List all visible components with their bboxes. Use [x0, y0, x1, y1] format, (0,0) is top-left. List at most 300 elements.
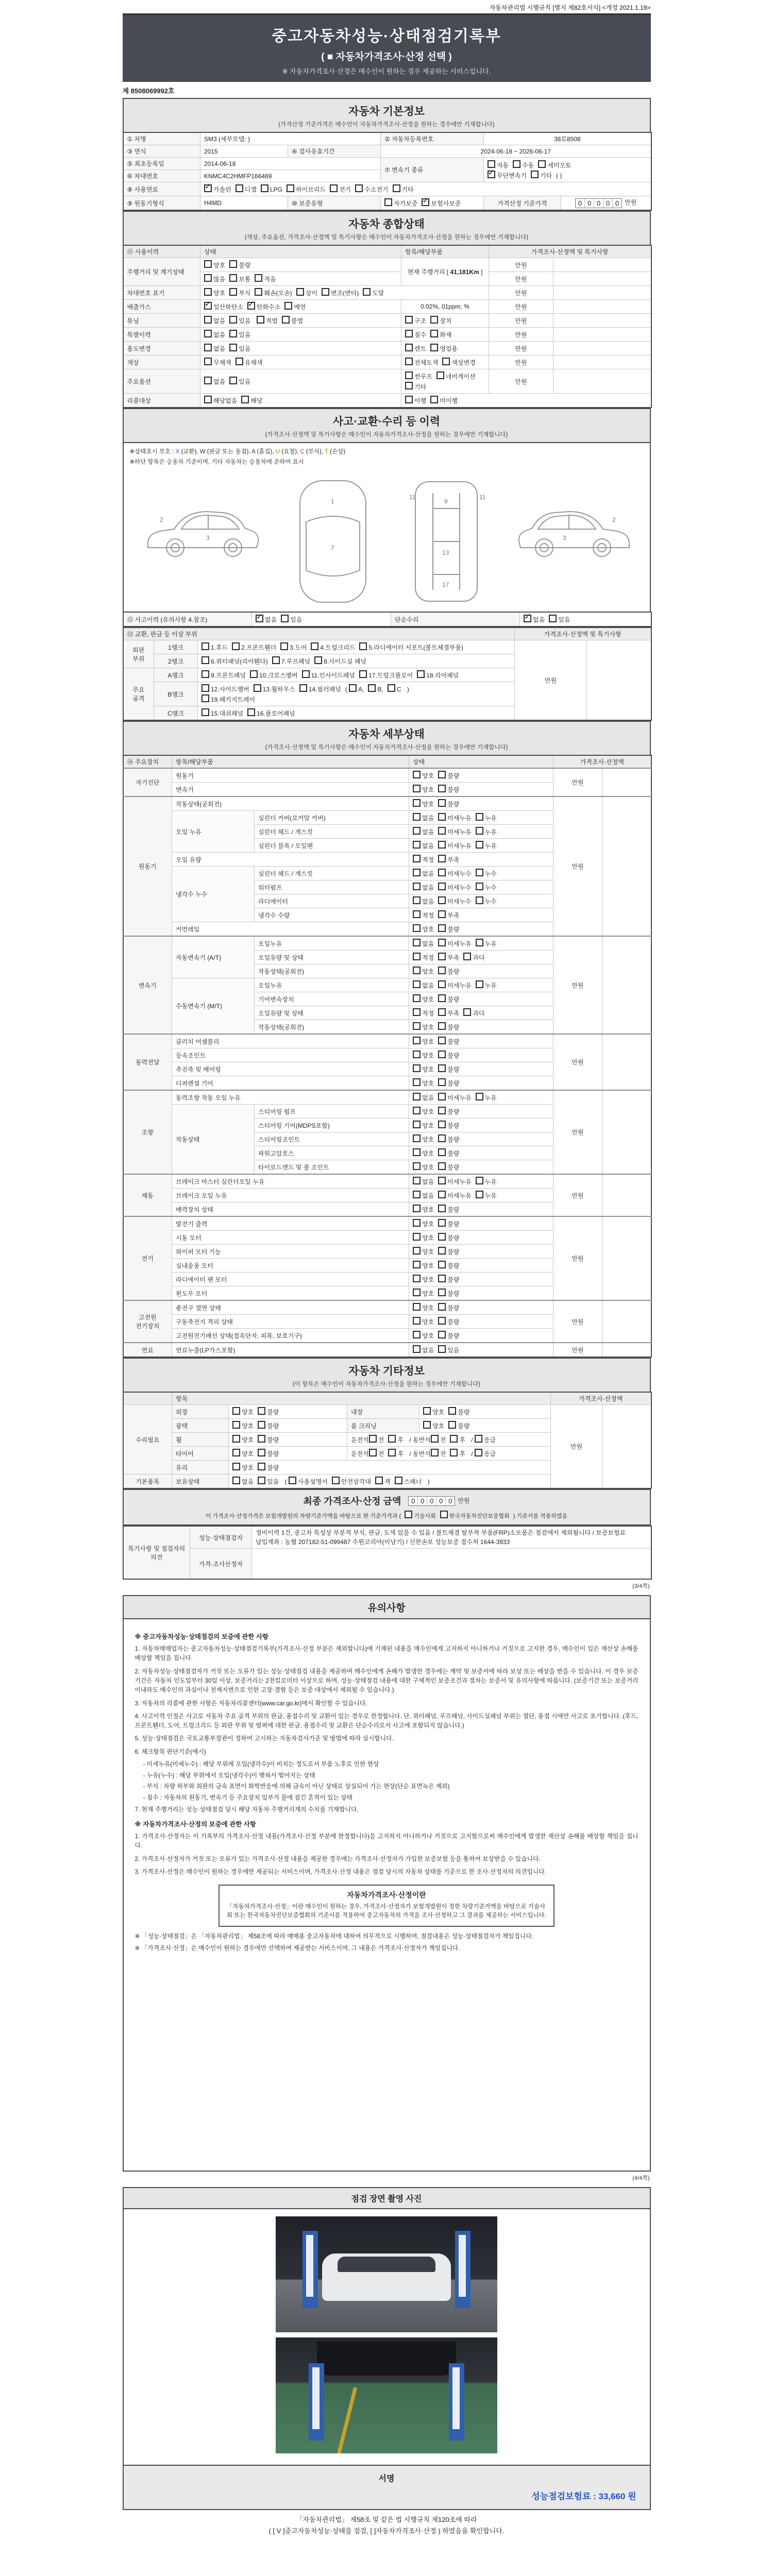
checkbox-icon [413, 994, 421, 1002]
checkbox-label: 19.패키지트레이 [211, 696, 256, 704]
footer-confirmation [123, 2510, 651, 2543]
checkbox-icon [413, 813, 421, 821]
checkbox-icon [448, 1421, 456, 1429]
cell: ⑧ 사용연료 [123, 182, 200, 196]
cell: 유리 [172, 1461, 229, 1475]
text: ( ) [556, 172, 562, 179]
checkbox-unchecked [476, 869, 497, 878]
checkbox-unchecked [204, 377, 225, 386]
checkbox-icon [201, 708, 209, 716]
checkbox-label: 구조 [414, 317, 427, 325]
checkbox-label: 불법 [291, 317, 304, 325]
checkbox-icon [254, 684, 261, 692]
cell: 제동 [123, 1174, 172, 1216]
text: (요철), [280, 449, 300, 455]
checkbox-label: 부족 [447, 856, 460, 864]
table-row [123, 1300, 651, 1315]
checkbox-unchecked [413, 1303, 434, 1312]
checkbox-unchecked [438, 855, 459, 864]
cell: 스티어링 기어(MDPS포함) [255, 1118, 409, 1132]
checkbox-label: 양호 [422, 1150, 434, 1158]
checkbox-label: 부족 [447, 954, 460, 962]
cell [198, 668, 515, 682]
checkbox-unchecked [204, 316, 225, 325]
checkbox-unchecked [388, 1435, 404, 1444]
checkbox-icon [405, 330, 413, 337]
checkbox-icon [413, 841, 421, 849]
checkbox-unchecked [405, 1511, 436, 1520]
table-row [123, 1216, 651, 1231]
checkbox-label: 양호 [422, 1318, 434, 1326]
cell: 타이로드엔드 및 볼 조인트 [255, 1160, 409, 1175]
cell [401, 342, 489, 355]
notice-paragraph: - 미세누유(미세누수) : 해당 부위에 오일(냉각수)이 비치는 정도로서 부품 노후로 인한 현상 [143, 1760, 379, 1768]
cell: 주행거리 및 계기상태 [123, 258, 200, 286]
checkbox-unchecked [302, 670, 355, 680]
cell [409, 1202, 553, 1217]
cell: 항목/해당부품 [172, 755, 409, 768]
text: / [469, 1450, 475, 1458]
checkbox-icon [476, 1093, 483, 1100]
cell [602, 1343, 651, 1357]
cell [409, 922, 553, 937]
final-price-band [123, 1489, 651, 1526]
cell: 만원 [553, 1343, 602, 1357]
cell: 만원 [489, 355, 553, 369]
checkbox-icon [413, 1317, 421, 1325]
checkbox-icon [311, 642, 318, 650]
cell: SM3 (세부모델: ) [200, 132, 381, 145]
checkbox-label: 양호 [422, 1052, 434, 1060]
checkbox-icon [438, 953, 446, 960]
checkbox-icon [413, 1303, 421, 1311]
table-row [123, 796, 651, 811]
checkbox-icon [405, 344, 413, 351]
cell: 추진축 및 베어링 [172, 1062, 409, 1076]
cell [409, 1076, 553, 1091]
table-row [123, 245, 651, 258]
checkbox-unchecked [436, 371, 476, 381]
checkbox-icon [413, 1037, 421, 1044]
checkbox-unchecked [405, 344, 426, 353]
checkbox-icon [413, 1162, 421, 1170]
cell [409, 1034, 553, 1048]
svg-text:11: 11 [409, 494, 415, 501]
checkbox-icon [413, 1177, 421, 1184]
checkbox-unchecked [255, 288, 292, 297]
table-row [123, 272, 651, 286]
page-marker: (4/4쪽) [632, 2175, 650, 2182]
checkbox-label: 누수 [484, 884, 497, 892]
checkbox-label: 누유 [484, 815, 497, 822]
amount-digit: 0 [427, 1497, 436, 1505]
checkbox-icon [549, 615, 557, 622]
checkbox-icon [280, 642, 288, 650]
checkbox-unchecked [450, 1449, 465, 1458]
cell [229, 1419, 347, 1433]
checkbox-label: 없음 [422, 1178, 434, 1186]
checkbox-label: 부족 [447, 1010, 460, 1018]
cell [553, 314, 651, 328]
text: X [175, 449, 180, 455]
cell [381, 196, 484, 211]
checkbox-icon [413, 980, 421, 988]
checkbox-label: 있음 [239, 317, 251, 325]
cell [409, 1273, 553, 1286]
checkbox-label: 양호 [422, 801, 434, 808]
cell: 가격·조사산정자 [190, 1549, 252, 1580]
checkbox-label: 불량 [447, 1276, 460, 1284]
cell: 오일 누유 [172, 811, 255, 853]
cell: KNMC4C2HMFP166469 [200, 170, 381, 182]
checkbox-icon [448, 1407, 456, 1415]
checkbox-icon [438, 980, 446, 988]
text: / [469, 1436, 475, 1444]
cell: 휠 [172, 1433, 229, 1447]
checkbox-icon [476, 896, 483, 904]
accident-status-table-host [123, 612, 651, 627]
cell: 만원 [489, 328, 553, 342]
notice-paragraph: ※ 중고자동차성능·상태점검의 보증에 관한 사항 [135, 1633, 269, 1641]
checkbox-icon [299, 684, 307, 692]
checkbox-unchecked [413, 883, 434, 892]
checkbox-unchecked [413, 1162, 434, 1172]
diagram-note: ※하단 항목은 승용차 기준이며, 기타 자동차는 승용차에 준하여 표시 [129, 459, 304, 465]
checkbox-icon [438, 1008, 446, 1016]
checkbox-unchecked [413, 827, 434, 836]
checkbox-icon [296, 288, 304, 296]
checkbox-label: 과다 [473, 1010, 485, 1018]
cell: A랭크 [154, 668, 198, 682]
checkbox-icon [431, 1435, 439, 1443]
checkbox-icon [204, 184, 212, 192]
notice-paragraph: 2. 가격조사·산정자가 거짓 또는 오류가 있는 가격조사·산정 내용을 제공한 경우에는 가격조사·산정자가 가입한 보증보험 등을 통하여 보상받을 수 있습니다. [135, 1855, 541, 1862]
checkbox-label: 불량 [458, 1409, 470, 1416]
checkbox-icon [438, 896, 446, 904]
cell: 원동기 [172, 768, 409, 783]
checkbox-icon [438, 924, 446, 932]
cell: 실내송풍 모터 [172, 1259, 409, 1273]
checkbox-label: 불량 [447, 1221, 460, 1228]
lift-post-icon [303, 2231, 318, 2308]
cell: 만원 [553, 768, 602, 796]
table-row [123, 1343, 651, 1357]
table-row [123, 1392, 651, 1405]
checkbox-icon [413, 1107, 421, 1114]
signature-label: 서명 [378, 2475, 395, 2484]
checkbox-unchecked [413, 1261, 434, 1270]
table-row [123, 394, 651, 408]
cell: 워터펌프 [255, 880, 409, 894]
cell [553, 272, 651, 286]
lift-post-icon [449, 2363, 464, 2441]
checkbox-label: C [396, 686, 401, 693]
cell [602, 1090, 651, 1174]
notice-paragraph: 6. 체크항목 판단기준(예시) [135, 1748, 206, 1755]
checkbox-unchecked [311, 642, 355, 652]
text: ] [479, 268, 483, 276]
checkbox-label: 영업용 [440, 345, 458, 352]
checkbox-unchecked [413, 869, 434, 878]
checkbox-unchecked [430, 330, 451, 339]
checkbox-label: 수동 [522, 161, 534, 169]
checkbox-unchecked [476, 813, 497, 822]
checkbox-label: 9.프론트패널 [211, 672, 246, 680]
checkbox-unchecked [413, 1022, 434, 1031]
cell: 와이퍼 모터 기능 [172, 1245, 409, 1259]
info-box-body: 「자동차가격조사·산정」이란 매수인이 원하는 경우, 가격조사·산정자가 보험개발원이 정한 차량기준가액을 바탕으로 기술사회 또는 한국자동차진단보증협회의 기준서를 적용하여 중고자동차의 가격을 조사·산정하고 그 결과를 제공하는 서비스입니다. [227, 1904, 546, 1919]
checkbox-label: 있음 [239, 378, 251, 385]
table-row [123, 755, 651, 768]
table-row [123, 628, 651, 640]
checkbox-icon [281, 615, 289, 622]
checkbox-label: 누유 [484, 982, 497, 990]
checkbox-label: 없음 [422, 1094, 434, 1102]
checkbox-label: 적음 [264, 276, 276, 283]
cell [409, 867, 553, 880]
svg-text:2: 2 [612, 516, 616, 524]
checkbox-icon [363, 288, 371, 296]
text: (손상) [328, 449, 346, 455]
checkbox-icon [438, 883, 446, 890]
checkbox-icon [438, 1064, 446, 1072]
cell: 고전원 전기장치 [123, 1300, 172, 1343]
checkbox-unchecked [438, 1064, 459, 1074]
checkbox-label: 가솔린 [213, 186, 231, 193]
checkbox-unchecked [438, 799, 459, 808]
cell [409, 783, 553, 797]
checkbox-label: 적정 [422, 1010, 434, 1018]
cell: 항목/해당부품 [401, 245, 489, 258]
checkbox-label: 후 [459, 1450, 465, 1458]
cell [229, 1447, 347, 1461]
checkbox-unchecked [438, 1331, 459, 1340]
checkbox-label: 양호 [422, 1122, 434, 1130]
cell: 2랭크 [154, 654, 198, 668]
cell [602, 1405, 651, 1489]
cell: 가격조사·산정액 [553, 755, 651, 768]
checkbox-icon [332, 1477, 340, 1484]
cell: 색상 [123, 355, 200, 369]
cell: 만원 [551, 1405, 602, 1489]
checkbox-unchecked [413, 1275, 434, 1284]
checkbox-label: 불량 [447, 1122, 460, 1130]
cell: 자동변속기 (A/T) [172, 936, 255, 978]
checkbox-icon [413, 1331, 421, 1338]
checkbox-icon [438, 855, 446, 862]
cell: 2014-06-18 [200, 158, 381, 170]
checkbox-icon [413, 855, 421, 862]
cell: 변속기 [123, 936, 172, 1034]
cell: 변속기 [172, 783, 409, 797]
checkbox-label: 부족 [447, 912, 460, 920]
checkbox-label: 양호 [422, 1038, 434, 1046]
checkbox-unchecked [384, 198, 417, 208]
checkbox-unchecked [413, 855, 434, 864]
checkbox-icon [438, 1303, 446, 1311]
checkbox-unchecked [201, 656, 268, 666]
checkbox-label: 탄화수소 [256, 303, 281, 311]
checkbox-label: 미세누유 [447, 828, 472, 836]
checkbox-icon [229, 260, 237, 268]
checkbox-icon [413, 1233, 421, 1241]
checkbox-unchecked [476, 980, 497, 990]
cell [419, 1419, 551, 1433]
checkbox-label: 양호 [422, 1221, 434, 1228]
checkbox-unchecked [413, 1148, 434, 1158]
checkbox-unchecked [314, 656, 366, 666]
cell: 충전구 절연 상태 [172, 1300, 409, 1315]
checkbox-icon [368, 684, 376, 692]
checkbox-unchecked [438, 1303, 459, 1312]
checkbox-icon [201, 670, 209, 678]
section-accident-history [123, 408, 651, 442]
cell [553, 300, 651, 314]
svg-text:9: 9 [444, 498, 448, 505]
checkbox-icon [204, 344, 212, 351]
checkbox-label: 일산화탄소 [213, 303, 243, 311]
checkbox-checked [204, 184, 231, 194]
notice-paragraph: 1. 자동차매매업자는 중고자동차성능·상태점검기록부(가격조사·산정 부분은 제외합니다)에 기재된 내용을 매수인에게 고지하지 아니하거나 거짓으로 고지한 경우, 매수인이 입은 재산상 손해를 배상할 책임을 집니다. [135, 1645, 638, 1662]
text: (부식), [304, 449, 325, 455]
cell: 냉각수 누수 [172, 867, 255, 922]
checkbox-label: 불량 [447, 1332, 460, 1340]
signature-band [123, 2466, 651, 2510]
text: / 동반석 [407, 1450, 431, 1458]
cell [198, 706, 515, 721]
checkbox-icon [413, 953, 421, 960]
table-row [123, 1526, 651, 1549]
checkbox-icon [282, 316, 290, 324]
checkbox-icon [438, 799, 446, 807]
checkbox-label: 불량 [447, 1052, 460, 1060]
checkbox-unchecked [438, 1289, 459, 1298]
cell: 파워고압호스 [255, 1146, 409, 1160]
cell [229, 1405, 347, 1419]
cell: H4MD [200, 196, 288, 211]
section-subtitle: (가격조사·산정액 및 특기사항은 매수인이 자동차가격조사·산정을 원하는 경우에만 기재합니다) [265, 744, 508, 751]
text: 운전석 [351, 1436, 369, 1444]
checkbox-label: 미세누수 [447, 870, 472, 878]
checkbox-icon [413, 1275, 421, 1282]
cell: 가격산정 기준가격 [484, 196, 561, 211]
checkbox-unchecked [363, 288, 384, 297]
cell: ⑤ 최초등록일 [123, 158, 200, 170]
checkbox-label: 없음 [213, 345, 226, 352]
checkbox-unchecked [413, 1134, 434, 1144]
amount-digit: 0 [576, 199, 585, 208]
checkbox-icon [463, 953, 471, 960]
text: U [275, 449, 280, 455]
checkbox-unchecked [413, 1289, 434, 1298]
checkbox-unchecked [413, 1177, 434, 1186]
cell: 커먼레일 [172, 922, 409, 937]
table-row [123, 369, 651, 394]
checkbox-unchecked [272, 656, 310, 666]
checkbox-label: 7.루프패널 [281, 658, 311, 666]
checkbox-label: 없음 [265, 616, 277, 624]
inspector-opinion-table [123, 1526, 652, 1580]
cell: 단순수리 [391, 612, 520, 626]
checkbox-label: 없음 [213, 317, 226, 325]
checkbox-icon [322, 288, 329, 296]
footer-line-2: ( [ V ]중고자동차성능·상태를 점검, [ ]자동차가격조사·산정 ) 하였음을 확인합니다. [268, 2527, 505, 2535]
cell [409, 1259, 553, 1273]
checkbox-label: 양호 [422, 996, 434, 1004]
checkbox-label: 없음 [422, 842, 434, 850]
checkbox-unchecked [438, 1107, 459, 1116]
checkbox-unchecked [438, 1233, 459, 1242]
checkbox-label: 불량 [447, 1248, 460, 1256]
cell: 전기 [123, 1216, 172, 1300]
checkbox-label: 자동 [497, 161, 509, 169]
checkbox-unchecked [463, 953, 484, 962]
cell: 실린더 헤드 / 개스킷 [255, 867, 409, 880]
checkbox-icon [463, 1008, 471, 1016]
checkbox-unchecked [438, 883, 471, 892]
notice-paragraph: 3. 자동차의 리콜에 관한 사항은 자동차리콜센터(www.car.go.kr)에서 확인할 수 있습니다. [135, 1699, 367, 1707]
checkbox-label: 전 [440, 1436, 446, 1444]
checkbox-unchecked [204, 330, 225, 339]
cell: C랭크 [154, 706, 198, 721]
checkbox-icon [229, 330, 237, 337]
cell: 상태 [200, 245, 401, 258]
cell: ⑩ 보증유형 [288, 196, 381, 211]
checkbox-icon [438, 1261, 446, 1268]
cell: ⑭ 주요장치 [123, 755, 172, 768]
cell: 상태 [409, 755, 553, 768]
checkbox-unchecked [413, 1121, 434, 1130]
cell: ⑦ 변속기 종류 [381, 158, 484, 182]
checkbox-label: A, [358, 686, 364, 693]
checkbox-label: 없음 [213, 331, 226, 338]
checkbox-icon [250, 670, 258, 678]
cell [401, 355, 489, 369]
svg-text:13: 13 [442, 549, 449, 557]
checkbox-label: 응급 [483, 1450, 496, 1458]
checkbox-icon [229, 377, 237, 384]
checkbox-icon [413, 1064, 421, 1072]
checkbox-icon [413, 869, 421, 876]
checkbox-icon [388, 1449, 396, 1456]
checkbox-unchecked [476, 1177, 497, 1186]
text: ) [426, 1478, 430, 1486]
checkbox-icon [413, 967, 421, 974]
detail-condition-table-host [123, 755, 651, 1358]
cell: 오일누유 [255, 936, 409, 951]
checkbox-unchecked [282, 316, 303, 325]
checkbox-unchecked [413, 980, 434, 990]
checkbox-unchecked [538, 160, 571, 170]
checkbox-label: 잭 [384, 1478, 391, 1486]
checkbox-label: 있음 [558, 616, 570, 624]
checkbox-label: 양호 [422, 786, 434, 794]
accident-parts-table [123, 627, 652, 721]
cell: 가격조사·산정액 [551, 1392, 651, 1405]
checkbox-label: 전 [378, 1450, 384, 1458]
checkbox-unchecked [330, 184, 351, 194]
notice-paragraph: 5. 성능·상태점검은 국토교통부장관이 정하여 고시하는 자동차검사기준 및 방법에 따라 실시합니다. [135, 1735, 394, 1742]
checkbox-label: 적법 [265, 317, 278, 325]
cell [401, 258, 489, 286]
checkbox-unchecked [438, 1078, 459, 1088]
checkbox-icon [287, 184, 294, 192]
table-row [123, 936, 651, 951]
other-info-table-host [123, 1392, 651, 1489]
checkbox-checked [488, 171, 527, 180]
cell: 주요 골격 [123, 668, 154, 721]
checkbox-unchecked [438, 869, 471, 878]
